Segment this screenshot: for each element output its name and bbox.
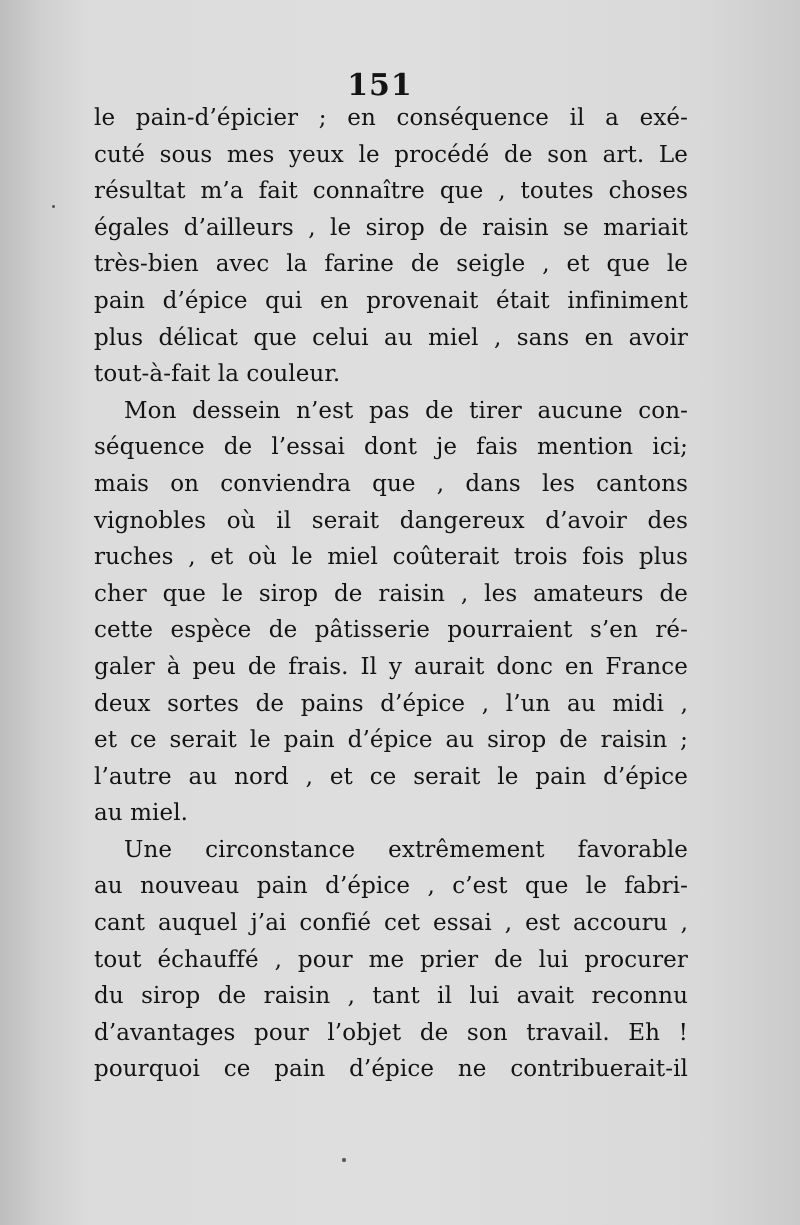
text-line: séquence de l’essai dont je fais mention ici; [94,434,688,461]
text-line: cher que le sirop de raisin , les amateurs de [94,580,688,607]
text-line: tout-à-fait la couleur. [94,361,341,388]
paragraph-2 [94,393,688,832]
text-line: cuté sous mes yeux le procédé de son art. Le [94,141,688,168]
text-line: Une circonstance extrêmement favorable [124,836,688,863]
text-line: mais on conviendra que , dans les cantons [94,470,688,497]
text-line: pain d’épice qui en provenait était infiniment [94,287,688,314]
page-number: 151 [347,68,413,103]
text-line: Mon dessein n’est pas de tirer aucune con- [124,397,688,424]
text-line: égales d’ailleurs , le sirop de raisin se mariait [94,214,688,241]
text-line: très-bien avec la farine de seigle , et que le [94,251,688,278]
paragraph-3 [94,832,688,1088]
text-line: et ce serait le pain d’épice au sirop de raisin ; [94,727,688,754]
text-line: cant auquel j’ai confié cet essai , est accouru , [94,910,688,937]
text-line: au nouveau pain d’épice , c’est que le fabri- [94,873,688,900]
text-line: au miel. [94,800,189,827]
text-line: tout échauffé , pour me prier de lui procurer [94,946,688,973]
text-line: l’autre au nord , et ce serait le pain d’épice [94,763,688,790]
text-line: résultat m’a fait connaître que , toutes choses [94,178,688,205]
text-line: cette espèce de pâtisserie pourraient s’en ré- [94,617,688,644]
text-line: du sirop de raisin , tant il lui avait reconnu [94,983,688,1010]
paragraph-1 [94,100,688,393]
body-text [94,100,688,1088]
text-line: vignobles où il serait dangereux d’avoir des [94,507,688,534]
paper-speck [52,205,55,208]
text-line: galer à peu de frais. Il y aurait donc en France [94,653,688,680]
paper-speck [342,1158,346,1162]
text-line: pourquoi ce pain d’épice ne contribuerait-il [94,1056,688,1083]
text-line: plus délicat que celui au miel , sans en avoir [94,324,688,351]
text-line: le pain-d’épicier ; en conséquence il a exé- [94,105,688,131]
text-line: d’avantages pour l’objet de son travail. Eh ! [94,1019,688,1046]
text-line: deux sortes de pains d’épice , l’un au midi , [94,690,688,717]
text-line: ruches , et où le miel coûterait trois fois plus [94,544,688,571]
